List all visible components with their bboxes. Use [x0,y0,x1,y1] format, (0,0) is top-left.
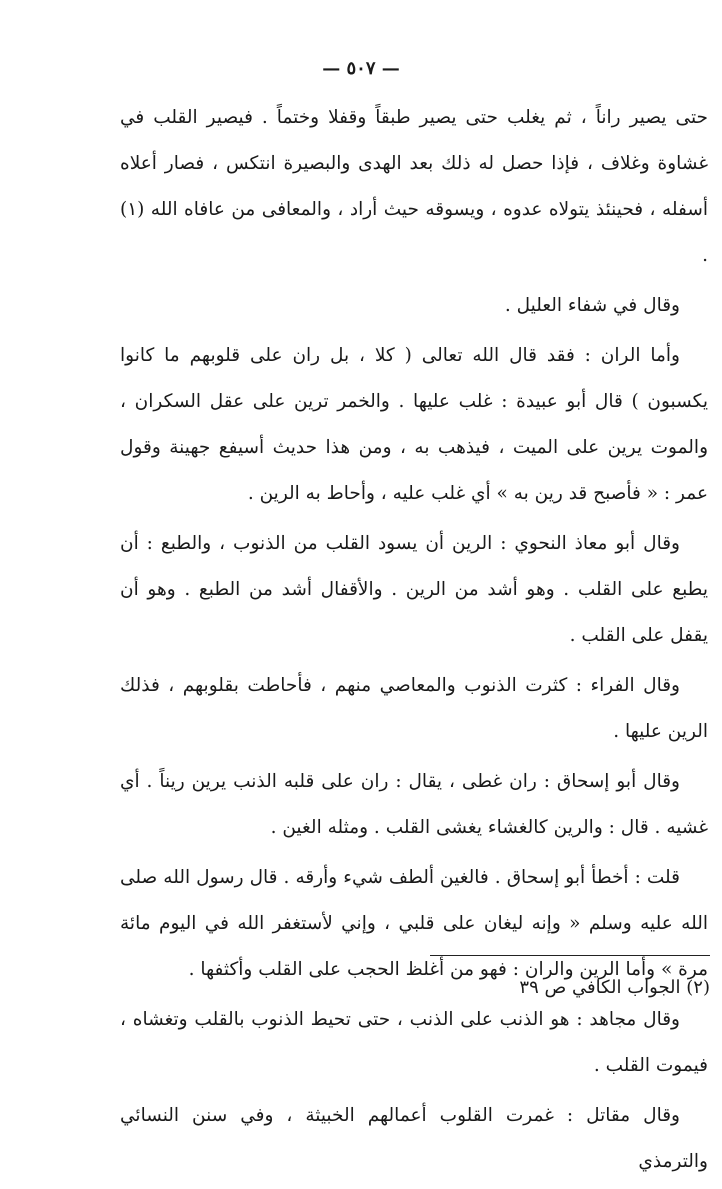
paragraph-8: وقال مجاهد : هو الذنب على الذنب ، حتى تحيط الذنوب بالقلب وتغشاه ، فيموت القلب . [120,1009,708,1076]
paragraph-4: وقال أبو معاذ النحوي : الرين أن يسود القلب من الذنوب ، والطبع : أن يطبع على القلب . وهو أشد من الرين . والأقفال أشد من الطبع . وهو أن يقفل على القلب . [120,533,708,646]
footnote-divider [430,955,710,956]
paragraph-3: وأما الران : فقد قال الله تعالى ( كلا ، بل ران على قلوبهم ما كانوا يكسبون ) قال أبو عبيدة : غلب عليها . والخمر ترين على عقل السكران ، والموت يرين على الميت ، فيذهب به ، ومن هذا حديث أسيفع جهينة وقول عمر : « فأصبح قد رين به » أي غلب عليه ، وأحاط به الرين . [120,345,708,504]
paragraph-7: قلت : أخطأ أبو إسحاق . فالغين ألطف شيء وأرقه . قال رسول الله صلى الله عليه وسلم « وإنه ليغان على قلبي ، وإني لأستغفر الله في اليوم مائة مرة » وأما الرين والران : فهو من أغلظ الحجب على القلب وأكثفها . [120,867,708,980]
paragraph-1: حتى يصير راناً ، ثم يغلب حتى يصير طبقاً وقفلا وختماً . فيصير القلب في غشاوة وغلاف ، فإذا حصل له ذلك بعد الهدى والبصيرة انتكس ، فصار أعلاه أسفله ، فحينئذ يتولاه عدوه ، ويسوقه حيث أراد ، والمعافى من عافاه الله (١) . [120,107,708,266]
paragraph-5: وقال الفراء : كثرت الذنوب والمعاصي منهم ، فأحاطت بقلوبهم ، فذلك الرين عليها . [120,675,708,742]
page-number: — ٥٠٧ — [322,58,400,79]
footnote: (٢) الجواب الكافي ص ٣٩ [519,977,710,998]
paragraph-9: وقال مقاتل : غمرت القلوب أعمالهم الخبيثة ، وفي سنن النسائي والترمذي [120,1105,708,1172]
main-text [120,95,708,1189]
paragraph-6: وقال أبو إسحاق : ران غطى ، يقال : ران على قلبه الذنب يرين ريناً . أي غشيه . قال : والرين كالغشاء يغشى القلب . ومثله الغين . [120,771,708,838]
paragraph-2: وقال في شفاء العليل . [504,295,680,316]
